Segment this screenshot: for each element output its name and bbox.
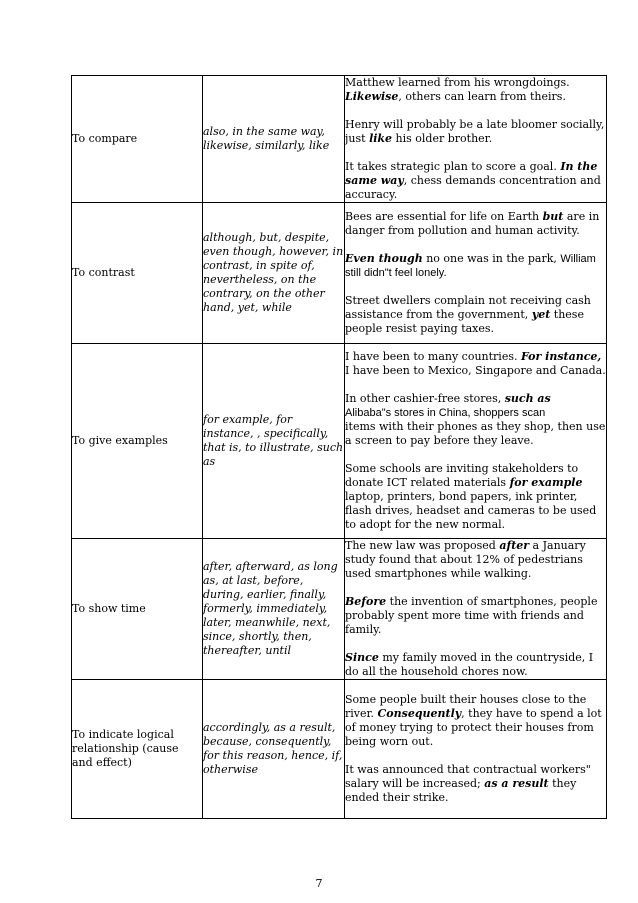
table-row <box>72 76 607 203</box>
example-sentence: It takes strategic plan to score a goal. In the same way, chess demands concentration and accuracy. <box>345 160 601 201</box>
example-sentence: Before the invention of smartphones, people probably spent more time with friends and family. <box>345 595 598 636</box>
examples-cell <box>345 76 607 203</box>
example-sentence: Some people built their houses close to the river. Consequently, they have to spend a lot of money trying to protect their houses from being worn out. <box>345 693 602 748</box>
purpose-cell: To indicate logical relationship (cause and effect) <box>72 680 203 819</box>
example-sentence: Since my family moved in the countryside, I do all the household chores now. <box>345 651 594 678</box>
example-sentence: Some schools are inviting stakeholders to donate ICT related materials for example laptop, printers, bond papers, ink printer, flash drives, headset and cameras to be used to adopt for the new normal. <box>345 462 597 531</box>
page-number: 7 <box>315 877 323 890</box>
example-sentence: Matthew learned from his wrongdoings. Likewise, others can learn from theirs. <box>345 76 570 103</box>
example-sentence: The new law was proposed after a January study found that about 12% of pedestrians used smartphones while walking. <box>345 539 586 580</box>
purpose-cell: To show time <box>72 539 203 680</box>
purpose-cell: To compare <box>72 76 203 203</box>
example-sentence: Street dwellers complain not receiving cash assistance from the government, yet these people resist paying taxes. <box>345 294 591 335</box>
example-sentence: Henry will probably be a late bloomer socially, just like his older brother. <box>345 118 605 145</box>
transition-words-table <box>71 75 607 819</box>
example-sentence: Even though no one was in the park, William still didn"t feel lonely. <box>345 252 596 279</box>
examples-cell <box>345 680 607 819</box>
table-row <box>72 539 607 680</box>
example-sentence: I have been to many countries. For instance, I have been to Mexico, Singapore and Canada. <box>345 350 606 377</box>
example-sentence: It was announced that contractual workers" salary will be increased; as a result they ended their strike. <box>345 763 591 804</box>
purpose-cell: To give examples <box>72 344 203 539</box>
expressions-cell: also, in the same way, likewise, similarly, like <box>203 76 345 203</box>
purpose-cell: To contrast <box>72 203 203 344</box>
examples-cell <box>345 344 607 539</box>
examples-cell <box>345 539 607 680</box>
expressions-cell: although, but, despite, even though, however, in contrast, in spite of, nevertheless, on the contrary, on the other hand, yet, while <box>203 203 345 344</box>
examples-cell <box>345 203 607 344</box>
expressions-cell: for example, for instance, , specifically, that is, to illustrate, such as <box>203 344 345 539</box>
expressions-cell: after, afterward, as long as, at last, before, during, earlier, finally, formerly, immediately, later, meanwhile, next, since, shortly, then, thereafter, until <box>203 539 345 680</box>
table-row <box>72 203 607 344</box>
example-sentence: Bees are essential for life on Earth but are in danger from pollution and human activity. <box>345 210 600 237</box>
table-row <box>72 344 607 539</box>
table-row <box>72 680 607 819</box>
example-sentence: In other cashier-free stores, such as Alibaba"s stores in China, shoppers scan items with their phones as they shop, then use a screen to pay before they leave. <box>345 392 606 447</box>
expressions-cell: accordingly, as a result, because, consequently, for this reason, hence, if, otherwise <box>203 680 345 819</box>
